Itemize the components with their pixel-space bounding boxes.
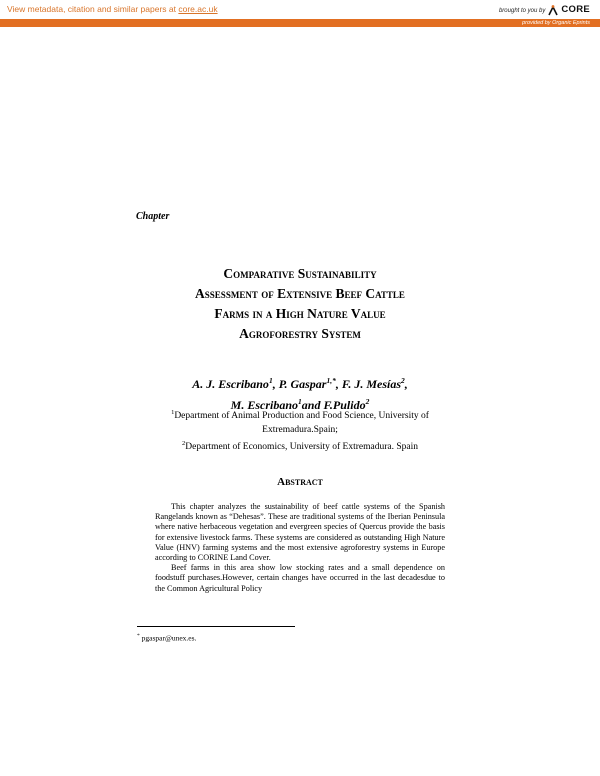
brought-by-text: brought to you by xyxy=(498,8,546,14)
affiliation xyxy=(140,406,460,437)
affiliation-text: Department of Animal Production and Food Science, University of Extremadura.Spain; xyxy=(174,411,429,435)
paper-title xyxy=(130,264,470,344)
provided-by-text: provided by Organic Eprints xyxy=(522,20,590,26)
affiliations xyxy=(140,406,460,455)
author-affil-mark: 2 xyxy=(401,376,405,385)
author-line xyxy=(150,372,450,393)
abstract-body xyxy=(155,502,445,594)
abstract-paragraph: Beef farms in this area show low stocking rates and a small dependence on foodstuff purchases.However, certain changes have occurred in the last decadesdue to the Common Agricultural Policy xyxy=(155,563,445,593)
footnote-divider xyxy=(137,626,295,627)
core-link[interactable]: core.ac.uk xyxy=(178,4,218,14)
core-brand[interactable] xyxy=(499,3,590,15)
core-banner xyxy=(0,0,600,19)
abstract-heading: Abstract xyxy=(277,476,323,488)
title-line: Comparative Sustainability xyxy=(223,266,377,281)
author-name: and F.Pulido xyxy=(301,398,366,412)
affiliation-mark: 2 xyxy=(182,440,186,448)
abstract-paragraph: This chapter analyzes the sustainability of beef cattle systems of the Spanish Rangelands known as “Dehesas”. These are traditional systems of the Iberian Peninsula where native herbaceous vegetation and evergreen species of Quercus provide the basis for extensive livestock farms. These systems are considered as outstanding High Nature Value (HNV) farming systems and the most extensive agroforestry systems in Europe according to CORINE Land Cover. xyxy=(155,502,445,563)
title-line: Assessment of Extensive Beef Cattle xyxy=(195,286,405,301)
title-line: Farms in a High Nature Value xyxy=(214,306,386,321)
author-affil-mark: 1 xyxy=(268,376,273,385)
affiliation-text: Department of Economics, University of Extremadura. Spain xyxy=(185,442,418,453)
author-affil-mark: 1 xyxy=(298,397,302,406)
core-brand-name: CORE xyxy=(561,4,590,15)
affiliation xyxy=(140,437,460,455)
author-affil-mark: 1,* xyxy=(326,376,336,385)
author-name: A. J. Escribano xyxy=(192,377,269,391)
title-line: Agroforestry System xyxy=(239,326,361,341)
footnote xyxy=(137,633,196,643)
chapter-label: Chapter xyxy=(136,211,170,222)
author-name: , F. J. Mesías xyxy=(335,377,401,391)
metadata-link-prefix: View metadata, citation and similar papers at xyxy=(7,4,179,14)
author-name: M. Escribano xyxy=(230,398,299,412)
provider-strip xyxy=(0,19,600,27)
author-affil-mark: 2 xyxy=(365,397,370,406)
footnote-mark: * xyxy=(137,633,140,639)
metadata-link-line xyxy=(7,4,218,14)
affiliation-mark: 1 xyxy=(171,409,175,416)
author-separator: , xyxy=(404,377,408,391)
author-name: , P. Gaspar xyxy=(272,377,327,391)
core-logo-icon xyxy=(548,3,558,15)
footnote-email[interactable]: pgaspar@unex.es. xyxy=(139,633,197,643)
